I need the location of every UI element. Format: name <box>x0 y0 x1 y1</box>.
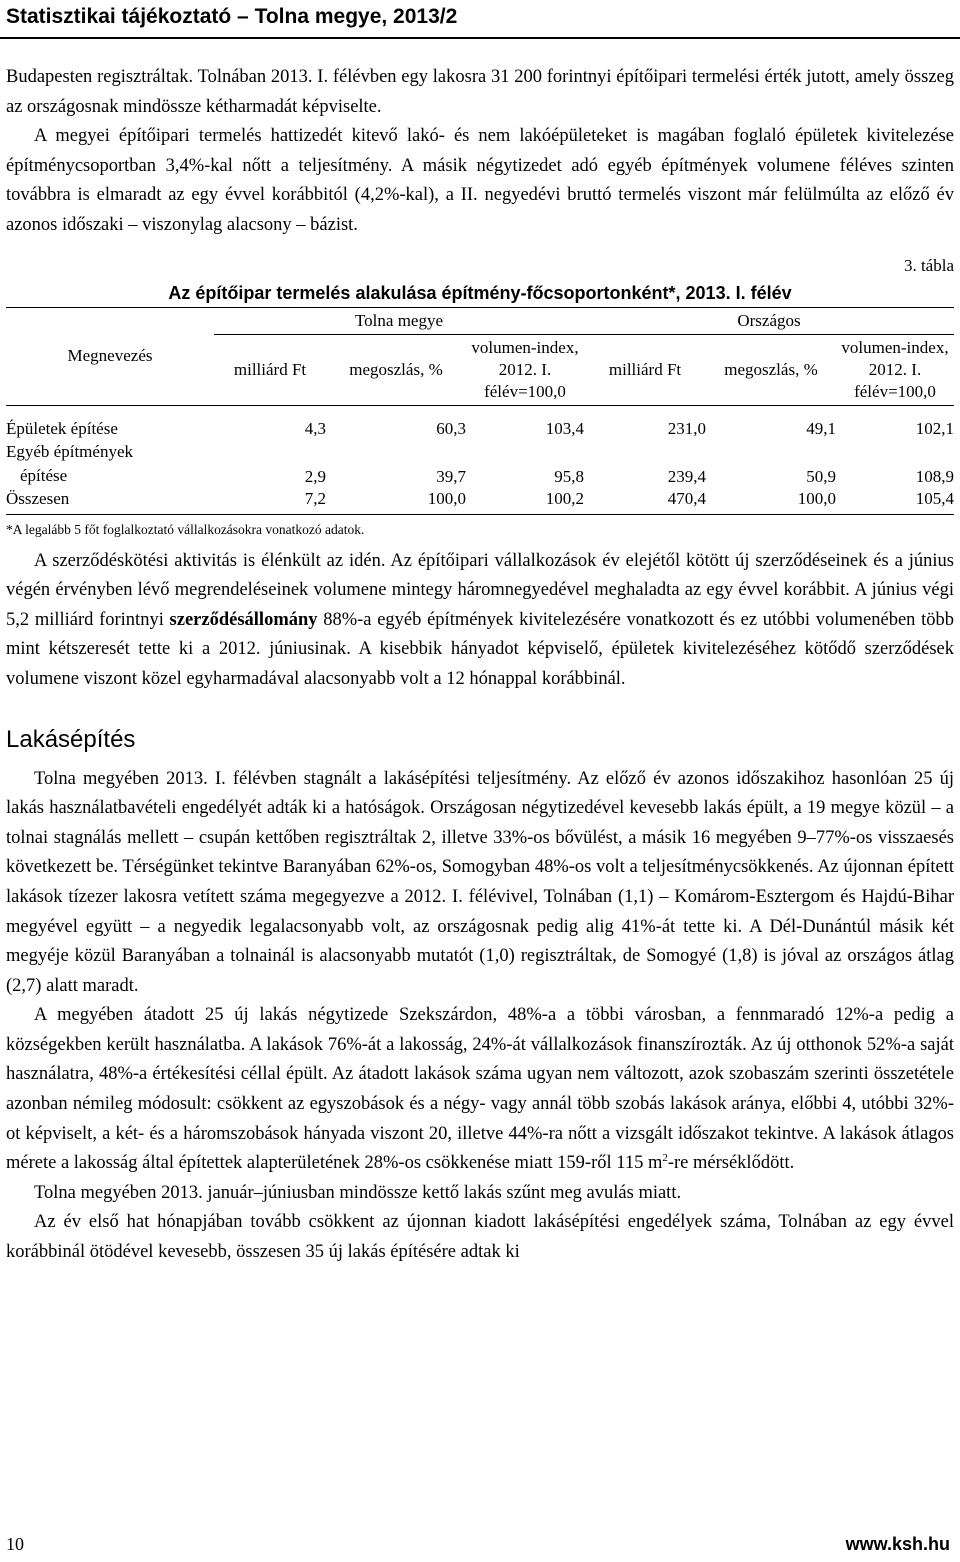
housing-paragraph-3: Tolna megyében 2013. január–júniusban mindössze kettő lakás szűnt meg avulás miatt. <box>34 1182 682 1203</box>
cell-value: 4,3 <box>304 418 326 438</box>
housing-paragraph-4: Az év első hat hónapjában tovább csökkent az újonnan kiadott lakásépítési engedélyek száma, Tolnában az egy évvel korábbinál ötödével kevesebb, összesen 35 új lakás építésére adtak ki <box>6 1212 954 1263</box>
cell-value: 95,8 <box>554 466 584 486</box>
column-header-tolna-megoszlas: megoszlás, % <box>349 359 443 379</box>
cell-value: 102,1 <box>915 418 954 438</box>
table-number: 3. tábla <box>903 255 954 275</box>
cell-value: 105,4 <box>836 488 954 515</box>
cell-value: 49,1 <box>806 418 836 438</box>
cell-value: 239,4 <box>667 466 706 486</box>
cell-value: 100,2 <box>466 488 584 515</box>
cell-value: 100,0 <box>326 488 466 515</box>
column-header-tolna-volumen: volumen-index, 2012. I. félév=100,0 <box>471 337 579 401</box>
cell-value: 100,0 <box>706 488 836 515</box>
ksh-website-link[interactable]: www.ksh.hu <box>845 1534 950 1554</box>
column-header-orszagos-volumen: volumen-index, 2012. I. félév=100,0 <box>841 337 949 401</box>
column-group-tolna: Tolna megye <box>214 307 584 334</box>
housing-paragraph-2-text: A megyében átadott 25 új lakás négytizede Szekszárdon, 48%-a a többi városban, a fennmaradó 12%-a pedig a községekben került használatba. A lakások 76%-át a lakosság, 24%-át vállalkozások finanszírozták. Az új otthonok 52%-a saját használatra, 48%-a értékesítési céllal épült. Az átadott lakások száma ugyan nem változott, azok szobaszám szerinti összetétele azonban némileg módosult: csökkent az egyszobások és a négy- vagy annál több szobás lakások aránya, előbbi 4, utóbbi 32%-ot képviselt, a két- és a háromszobások hányada viszont 20, illetve 44%-ra nőtt a vizsgált időszakot tekintve. A lakások átlagos mérete a lakosság által építettek alapterületének 28%-os csökkenése miatt 159-ről 115 m <box>6 1005 954 1174</box>
row-label: Összesen <box>6 488 214 515</box>
row-label: Épületek építése <box>6 418 118 438</box>
contracts-keyword: szerződésállomány <box>169 609 318 630</box>
page-number: 10 <box>6 1534 24 1554</box>
intro-paragraph-1: Budapesten regisztráltak. Tolnában 2013. I. félévben egy lakosra 31 200 forintnyi építőipari termelési érték jutott, amely összeg az országosnak mindössze kétharmadát képviselte. <box>6 67 954 117</box>
header-divider <box>0 37 960 39</box>
column-header-orszagos-megoszlas: megoszlás, % <box>724 359 818 379</box>
table-header-row-groups <box>6 307 954 334</box>
table-footnote: *A legalább 5 főt foglalkoztató vállalkozásokra vonatkozó adatok. <box>6 521 365 537</box>
cell-value: 39,7 <box>436 466 466 486</box>
housing-paragraph-2 <box>6 1001 954 1179</box>
cell-value: 7,2 <box>214 488 326 515</box>
cell-value: 50,9 <box>806 466 836 486</box>
cell-value: 108,9 <box>915 466 954 486</box>
contracts-text-pre: A szerződéskötési aktivitás is élénkült az idén. Az építőipari vállalkozások év elejétől kötött új szerződéseinek és a június végén érvényben lévő megrendeléseinek volumene mintegy háromnegyedével meghaladta az egy évvel korábbit. A június végi 5,2 milliárd forintnyi <box>6 550 954 630</box>
table-row <box>6 405 954 440</box>
section-heading: Lakásépítés <box>6 725 136 753</box>
intro-paragraph-2: A megyei építőipari termelés hattizedét kitevő lakó- és nem lakóépületeket is magában foglaló épületek kivitelezése építménycsoportban 3,4%-kal nőtt a teljesítmény. A másik négytizedet adó egyéb építmények volumene féléves szinten továbbra is elmaradt az egy évvel korábbitól (4,2%-kal), a II. negyedévi bruttó termelés viszont már felülmúlta az előző év azonos időszaki – viszonylag alacsony – bázist. <box>6 126 954 235</box>
cell-value: 60,3 <box>436 418 466 438</box>
column-header-tolna-mrd: milliárd Ft <box>233 359 307 379</box>
table-row-total <box>6 488 954 515</box>
table-title: Az építőipar termelés alakulása építmény-főcsoportonként*, 2013. I. félév <box>168 282 792 303</box>
housing-paragraph-2-end: -re mérséklődött. <box>667 1153 795 1174</box>
cell-value: 103,4 <box>545 418 584 438</box>
row-label <box>6 440 214 488</box>
cell-value: 470,4 <box>584 488 706 515</box>
page-content <box>6 63 954 1268</box>
stats-table <box>6 307 954 515</box>
cell-value: 2,9 <box>304 466 326 486</box>
table-row <box>6 440 954 488</box>
column-group-orszagos: Országos <box>584 307 954 334</box>
page-header-title: Statisztikai tájékoztató – Tolna megye, 2013/2 <box>6 5 458 28</box>
row-label-line-1: Egyéb építmények <box>6 441 133 461</box>
column-header-name: Megnevezés <box>6 307 214 405</box>
contracts-text-post: 88%-a egyéb építmények kivitelezésére vonatkozott és ez utóbbi volumenében több mint kétszeresét tette ki a 2012. júniusinak. A kisebbik hányadot képviselő, épületek kivitelezéséhez kötődő szerződések volumene viszont közel egyharmadával alacsonyabb volt a 12 hónappal korábbinál. <box>6 609 955 689</box>
cell-value: 231,0 <box>667 418 706 438</box>
row-label-line-2: építése <box>20 465 68 485</box>
column-header-orszagos-mrd: milliárd Ft <box>608 359 682 379</box>
housing-paragraph-1: Tolna megyében 2013. I. félévben stagnált a lakásépítési teljesítmény. Az előző év azonos időszakihoz hasonlóan 25 új lakás használatbavételi engedélyét adták ki a hatóságok. Országosan négytizedével kevesebb lakás épült, a 19 megye közül – a tolnai stagnálás mellett – csupán kettőben regisztráltak 2, illetve 33%-os bővülést, a másik 16 megyében 9–77%-os visszaesés következett be. Térségünket tekintve Baranyában 62%-os, Somogyban 48%-os volt a teljesítménycsökkenés. Az újonnan épített lakások tízezer lakosra vetített száma megegyezve a 2012. I. félévivel, Tolnában (1,1) – Komárom-Esztergom és Hajdú-Bihar megyével együtt – a negyedik legalacsonyabb volt, az országosnak pedig alig 41%-át tette ki. A Dél-Dunántúl másik két megyéje közül Baranyában a tolnainál is alacsonyabb mutatót (1,0) regisztráltak, de Somogyé (1,8) is jóval az országos átlag (2,7) alatt maradt. <box>6 768 954 996</box>
superscript-2: 2 <box>662 1152 668 1165</box>
contracts-paragraph <box>6 547 954 695</box>
